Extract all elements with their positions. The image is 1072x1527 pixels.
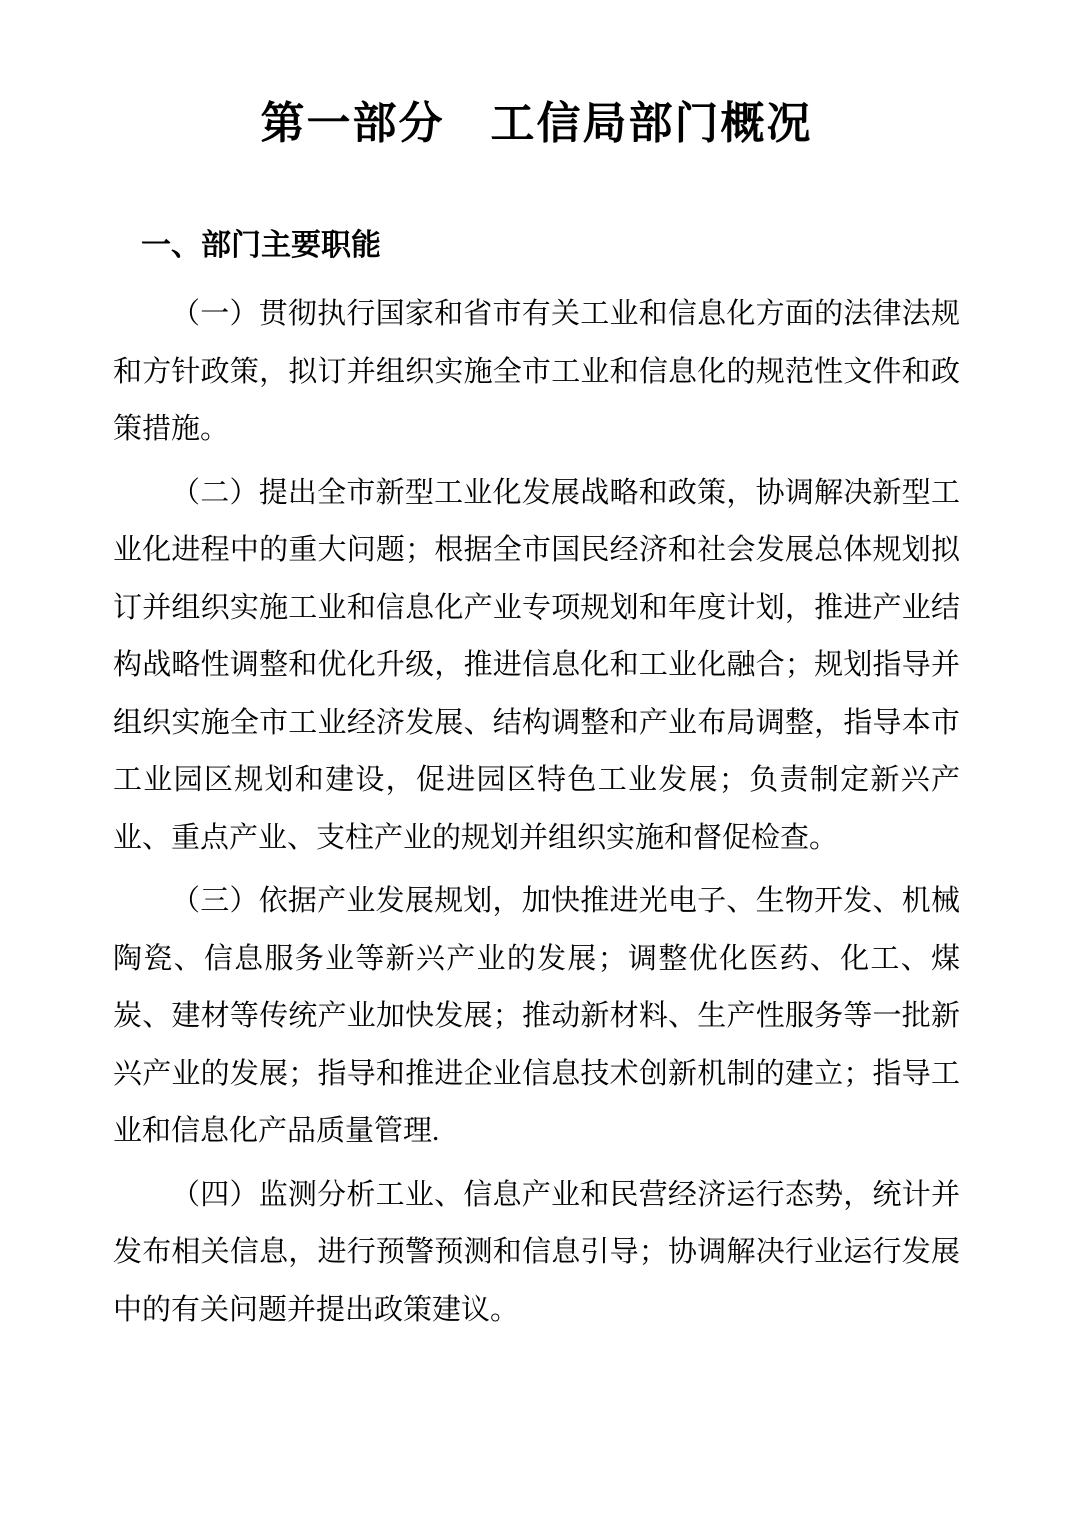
document-body — [113, 286, 960, 1339]
paragraph-3: （三）依据产业发展规划，加快推进光电子、生物开发、机械陶瓷、信息服务业等新兴产业的发展；调整优化医药、化工、煤炭、建材等传统产业加快发展；推动新材料、生产性服务等一批新兴产业的发展；指导和推进企业信息技术创新机制的建立；指导工业和信息化产品质量管理. — [113, 885, 960, 1147]
section-heading: 一、部门主要职能 — [141, 229, 381, 262]
document-title: 第一部分 工信局部门概况 — [260, 99, 813, 148]
paragraph-1: （一）贯彻执行国家和省市有关工业和信息化方面的法律法规和方针政策，拟订并组织实施全市工业和信息化的规范性文件和政策措施。 — [113, 298, 960, 445]
paragraph-4: （四）监测分析工业、信息产业和民营经济运行态势，统计并发布相关信息，进行预警预测和信息引导；协调解决行业运行发展中的有关问题并提出政策建议。 — [113, 1178, 960, 1326]
paragraph-2: （二）提出全市新型工业化发展战略和政策，协调解决新型工业化进程中的重大问题；根据全市国民经济和社会发展总体规划拟订并组织实施工业和信息化产业专项规划和年度计划，推进产业结构战略性调整和优化升级，推进信息化和工业化融合；规划指导并组织实施全市工业经济发展、结构调整和产业布局调整，指导本市工业园区规划和建设，促进园区特色工业发展；负责制定新兴产业、重点产业、支柱产业的规划并组织实施和督促检查。 — [113, 476, 960, 854]
